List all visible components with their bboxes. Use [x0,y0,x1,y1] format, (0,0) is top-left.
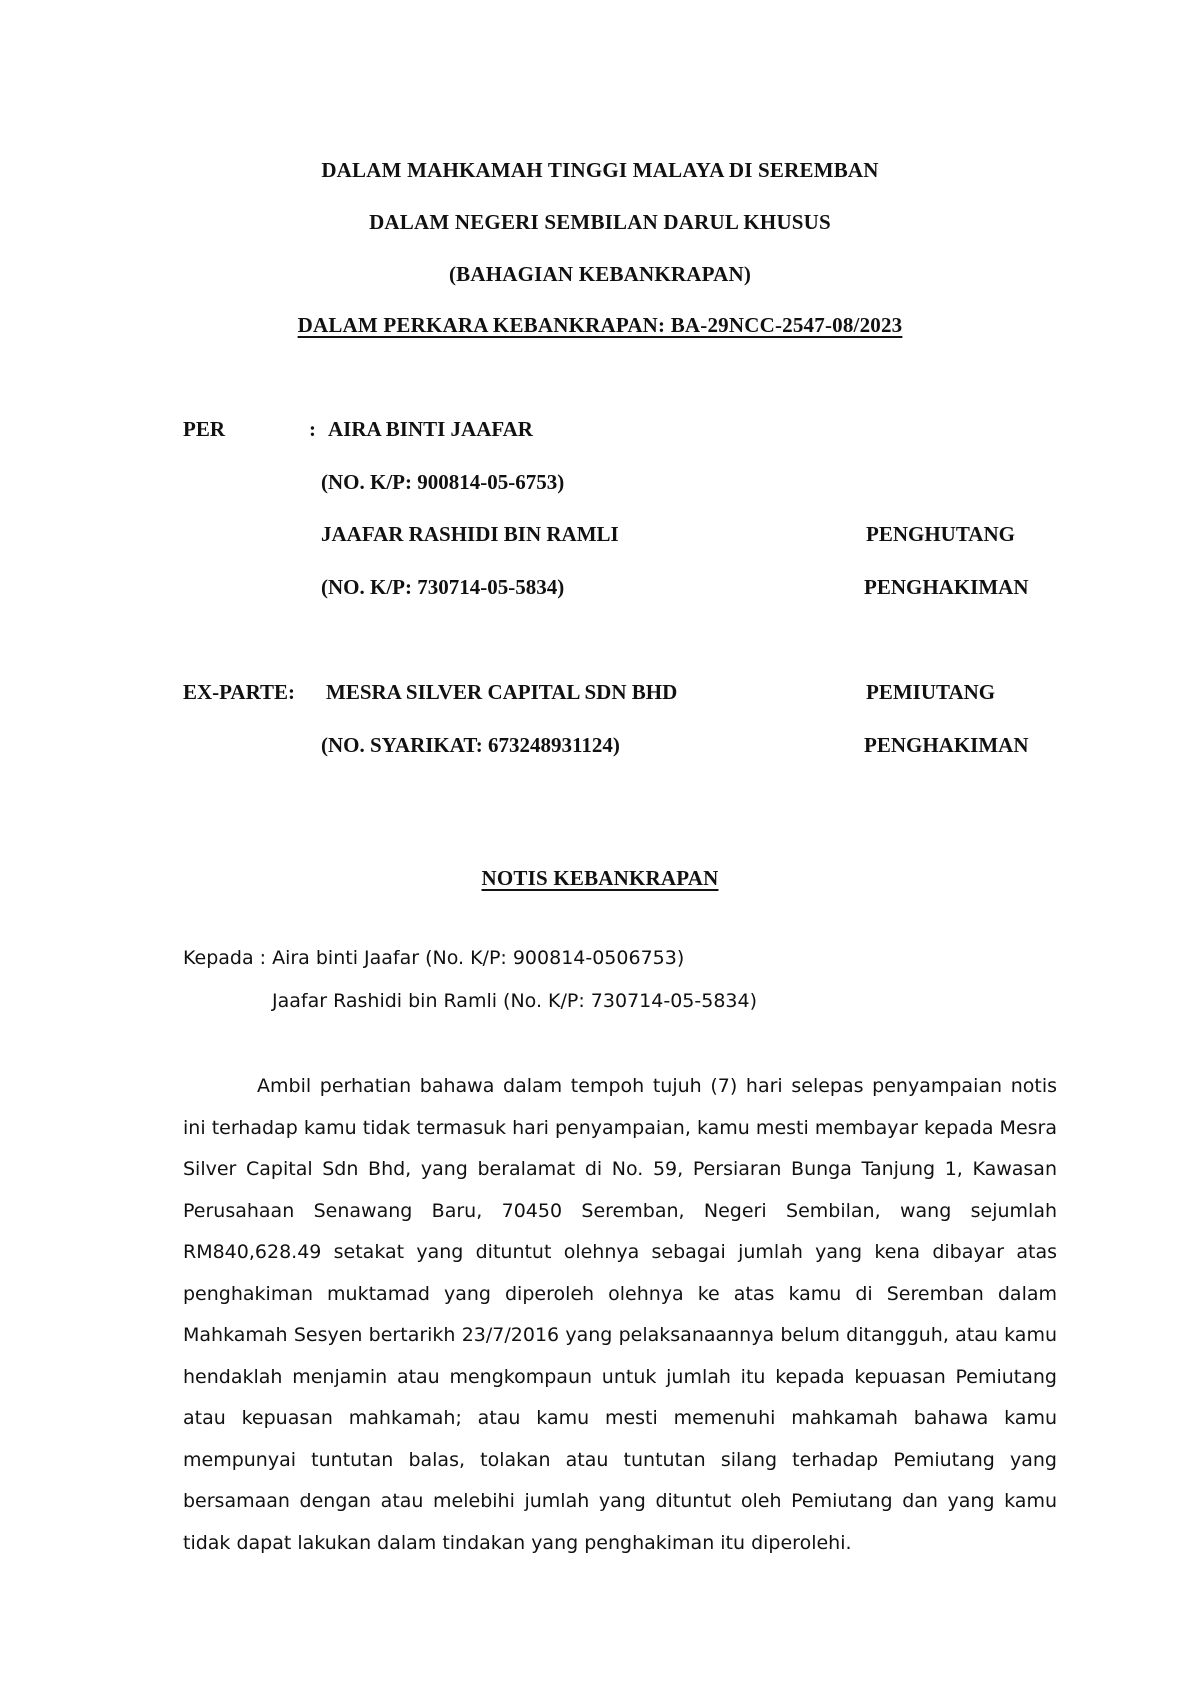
debtor-role-line2: PENGHAKIMAN [864,575,1029,599]
creditor-name: MESRA SILVER CAPITAL SDN BHD [326,680,678,704]
ex-parte-label: EX-PARTE: [183,680,296,704]
debtor2-name: JAAFAR RASHIDI BIN RAMLI [321,522,619,546]
debtor2-ic: (NO. K/P: 730714-05-5834) [321,575,565,599]
addressee-line2: Jaafar Rashidi bin Ramli (No. K/P: 730714-05-5834) [272,990,757,1012]
creditor-reg-no: (NO. SYARIKAT: 673248931124) [321,733,620,757]
creditor-role-line2: PENGHAKIMAN [864,733,1029,757]
notice-body-text: Ambil perhatian bahawa dalam tempoh tujuh (7) hari selepas penyampaian notis ini terhadap kamu tidak termasuk hari penyampaian, kamu mesti membayar kepada Mesra Silver Capital Sdn Bhd, yang beralamat di No. 59, Persiaran Bunga Tanjung 1, Kawasan Perusahaan Senawang Baru, 70450 Seremban, Negeri Sembilan, wang sejumlah RM840,628.49 setakat yang dituntut olehnya sebagai jumlah yang kena dibayar atas penghakiman muktamad yang diperoleh olehnya ke atas kamu di Seremban dalam Mahkamah Sesyen bertarikh 23/7/2016 yang pelaksanaannya belum ditangguh, atau kamu hendaklah menjamin atau mengkompaun untuk jumlah itu kepada kepuasan Pemiutang atau kepuasan mahkamah; atau kamu mesti memenuhi mahkamah bahawa kamu mempunyai tuntutan balas, tolakan atau tuntutan silang terhadap Pemiutang yang bersamaan dengan atau melebihi jumlah yang dituntut oleh Pemiutang dan yang kamu tidak dapat lakukan dalam tindakan yang penghakiman itu diperolehi. [183,1075,1057,1554]
notice-title: NOTIS KEBANKRAPAN [481,866,719,890]
creditor-role-line1: PEMIUTANG [866,680,996,704]
debtor1-name: AIRA BINTI JAAFAR [328,417,533,441]
per-colon: : [309,417,316,441]
court-heading-line1: DALAM MAHKAMAH TINGGI MALAYA DI SEREMBAN [321,158,879,182]
addressee-line1: Kepada : Aira binti Jaafar (No. K/P: 900814-0506753) [183,947,685,969]
court-heading-line2: DALAM NEGERI SEMBILAN DARUL KHUSUS [369,210,831,234]
debtor1-ic: (NO. K/P: 900814-05-6753) [321,470,565,494]
debtor-role-line1: PENGHUTANG [866,522,1015,546]
court-heading-division: (BAHAGIAN KEBANKRAPAN) [448,262,752,286]
per-label: PER [183,417,225,441]
notice-body-paragraph [183,1066,1057,1564]
case-title: DALAM PERKARA KEBANKRAPAN: BA-29NCC-2547-08/2023 [297,313,903,337]
